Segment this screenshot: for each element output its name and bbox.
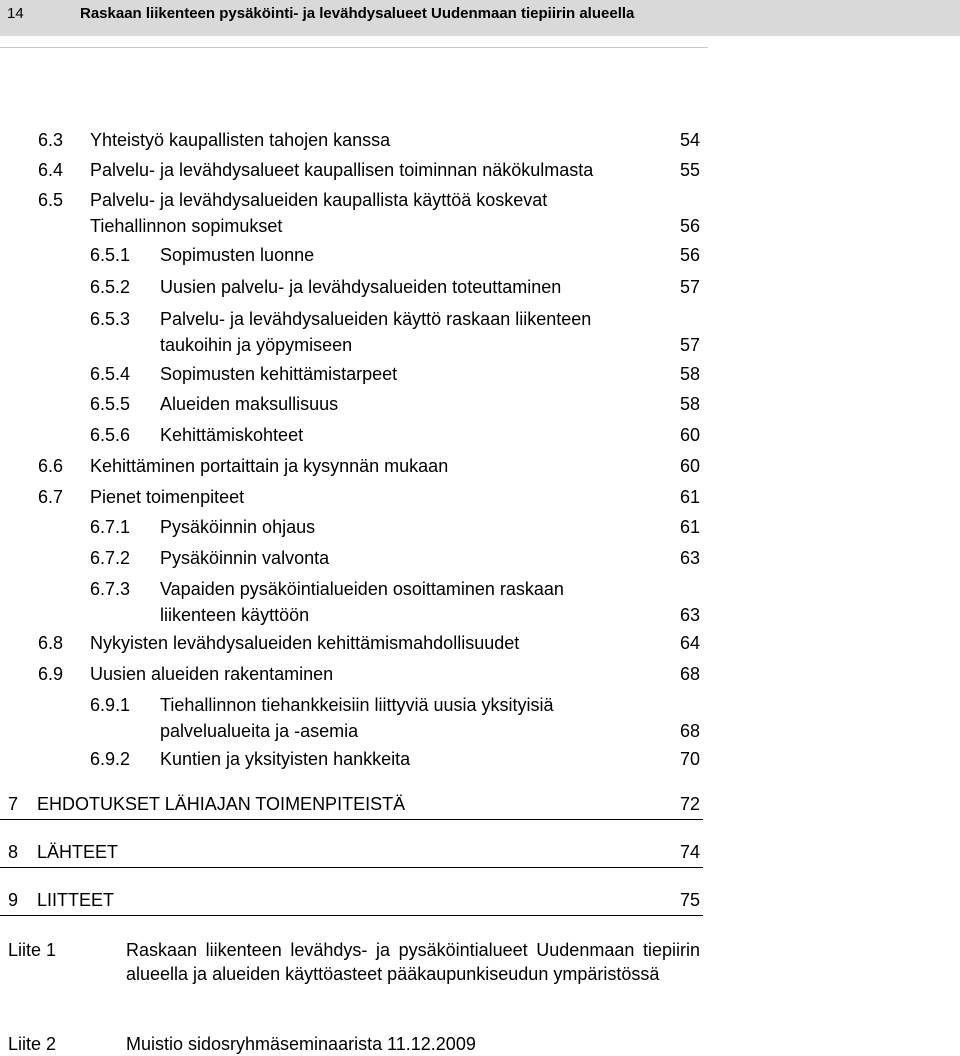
toc-number: 6.3 [38,130,64,150]
toc-title-line-2: palvelualueita ja -asemia [160,721,359,741]
toc-page: 58 [679,394,700,414]
toc-page: 75 [679,890,700,910]
toc-title: Sopimusten kehittämistarpeet [160,364,398,384]
appendix-description: Muistio sidosryhmäseminaarista 11.12.2009 [126,1034,476,1054]
toc-number: 7 [8,794,19,814]
toc-number: 6.5 [38,190,64,210]
toc-title-line-2: Tiehallinnon sopimukset [90,216,283,236]
toc-page: 54 [679,130,700,150]
toc-page: 57 [679,277,700,297]
toc-page: 58 [679,364,700,384]
toc-number: 6.5.4 [90,364,131,384]
toc-number: 6.5.2 [90,277,131,297]
toc-title: Yhteistyö kaupallisten tahojen kanssa [90,130,391,150]
appendix-label: Liite 1 [8,940,57,960]
toc-page: 68 [679,664,700,684]
toc-number: 6.5.1 [90,245,131,265]
toc-title: Pysäköinnin ohjaus [160,517,316,537]
header-divider [0,47,708,48]
toc-title: Nykyisten levähdysalueiden kehittämismahdollisuudet [90,633,520,653]
toc-title-line-2: taukoihin ja yöpymiseen [160,335,353,355]
toc-title: Kehittämiskohteet [160,425,304,445]
toc-number: 6.5.5 [90,394,131,414]
toc-number: 6.9 [38,664,64,684]
toc-title [90,187,547,239]
toc-title: Uusien palvelu- ja levähdysalueiden toteuttaminen [160,277,562,297]
toc-title: Pienet toimenpiteet [90,487,245,507]
toc-page: 68 [679,721,700,741]
toc-page: 61 [679,517,700,537]
toc-number: 6.5.6 [90,425,131,445]
toc-number: 6.7.1 [90,517,131,537]
toc-page: 56 [679,216,700,236]
toc-title-line-1: Tiehallinnon tiehankkeisiin liittyviä uusia yksityisiä [160,695,554,715]
toc-title: Palvelu- ja levähdysalueet kaupallisen toiminnan näkökulmasta [90,160,594,180]
running-title: Raskaan liikenteen pysäköinti- ja levähdysalueet Uudenmaan tiepiirin alueella [80,5,635,22]
toc-title: LÄHTEET [37,842,119,862]
toc-title: Uusien alueiden rakentaminen [90,664,334,684]
toc-page: 63 [679,605,700,625]
toc-title [160,306,591,358]
toc-number: 9 [8,890,19,910]
toc-page: 64 [679,633,700,653]
toc-title: EHDOTUKSET LÄHIAJAN TOIMENPITEISTÄ [37,794,406,814]
chapter-divider [0,819,703,820]
appendix-description: Raskaan liikenteen levähdys- ja pysäköintialueet Uudenmaan tiepiirin alueella ja alueiden käyttöasteet pääkaupunkiseudun ympäristössä [126,940,700,984]
toc-number: 6.6 [38,456,64,476]
chapter-divider [0,867,703,868]
toc-title: LIITTEET [37,890,115,910]
page-header [0,0,960,36]
toc-number: 6.9.2 [90,749,131,769]
toc-title [160,576,564,628]
toc-number: 6.7 [38,487,64,507]
toc-number: 8 [8,842,19,862]
toc-title: Kehittäminen portaittain ja kysynnän mukaan [90,456,449,476]
toc-title: Alueiden maksullisuus [160,394,339,414]
toc-title-line-2: liikenteen käyttöön [160,605,310,625]
toc-title [160,692,554,744]
toc-number: 6.5.3 [90,309,131,329]
toc-page: 72 [679,794,700,814]
toc-page: 63 [679,548,700,568]
toc-page: 56 [679,245,700,265]
toc-title: Pysäköinnin valvonta [160,548,330,568]
toc-number: 6.8 [38,633,64,653]
page-number: 14 [7,5,24,22]
toc-number: 6.9.1 [90,695,131,715]
toc-number: 6.7.3 [90,579,131,599]
toc-page: 57 [679,335,700,355]
toc-page: 74 [679,842,700,862]
toc-number: 6.4 [38,160,64,180]
toc-page: 70 [679,749,700,769]
toc-page: 60 [679,456,700,476]
toc-title: Sopimusten luonne [160,245,315,265]
toc-page: 60 [679,425,700,445]
toc-page: 61 [679,487,700,507]
appendix-label: Liite 2 [8,1034,57,1054]
toc-title-line-1: Vapaiden pysäköintialueiden osoittaminen raskaan [160,579,564,599]
toc-number: 6.7.2 [90,548,131,568]
toc-title-line-1: Palvelu- ja levähdysalueiden kaupallista käyttöä koskevat [90,190,548,210]
toc-title-line-1: Palvelu- ja levähdysalueiden käyttö raskaan liikenteen [160,309,592,329]
toc-title: Kuntien ja yksityisten hankkeita [160,749,411,769]
chapter-divider [0,915,703,916]
toc-page: 55 [679,160,700,180]
